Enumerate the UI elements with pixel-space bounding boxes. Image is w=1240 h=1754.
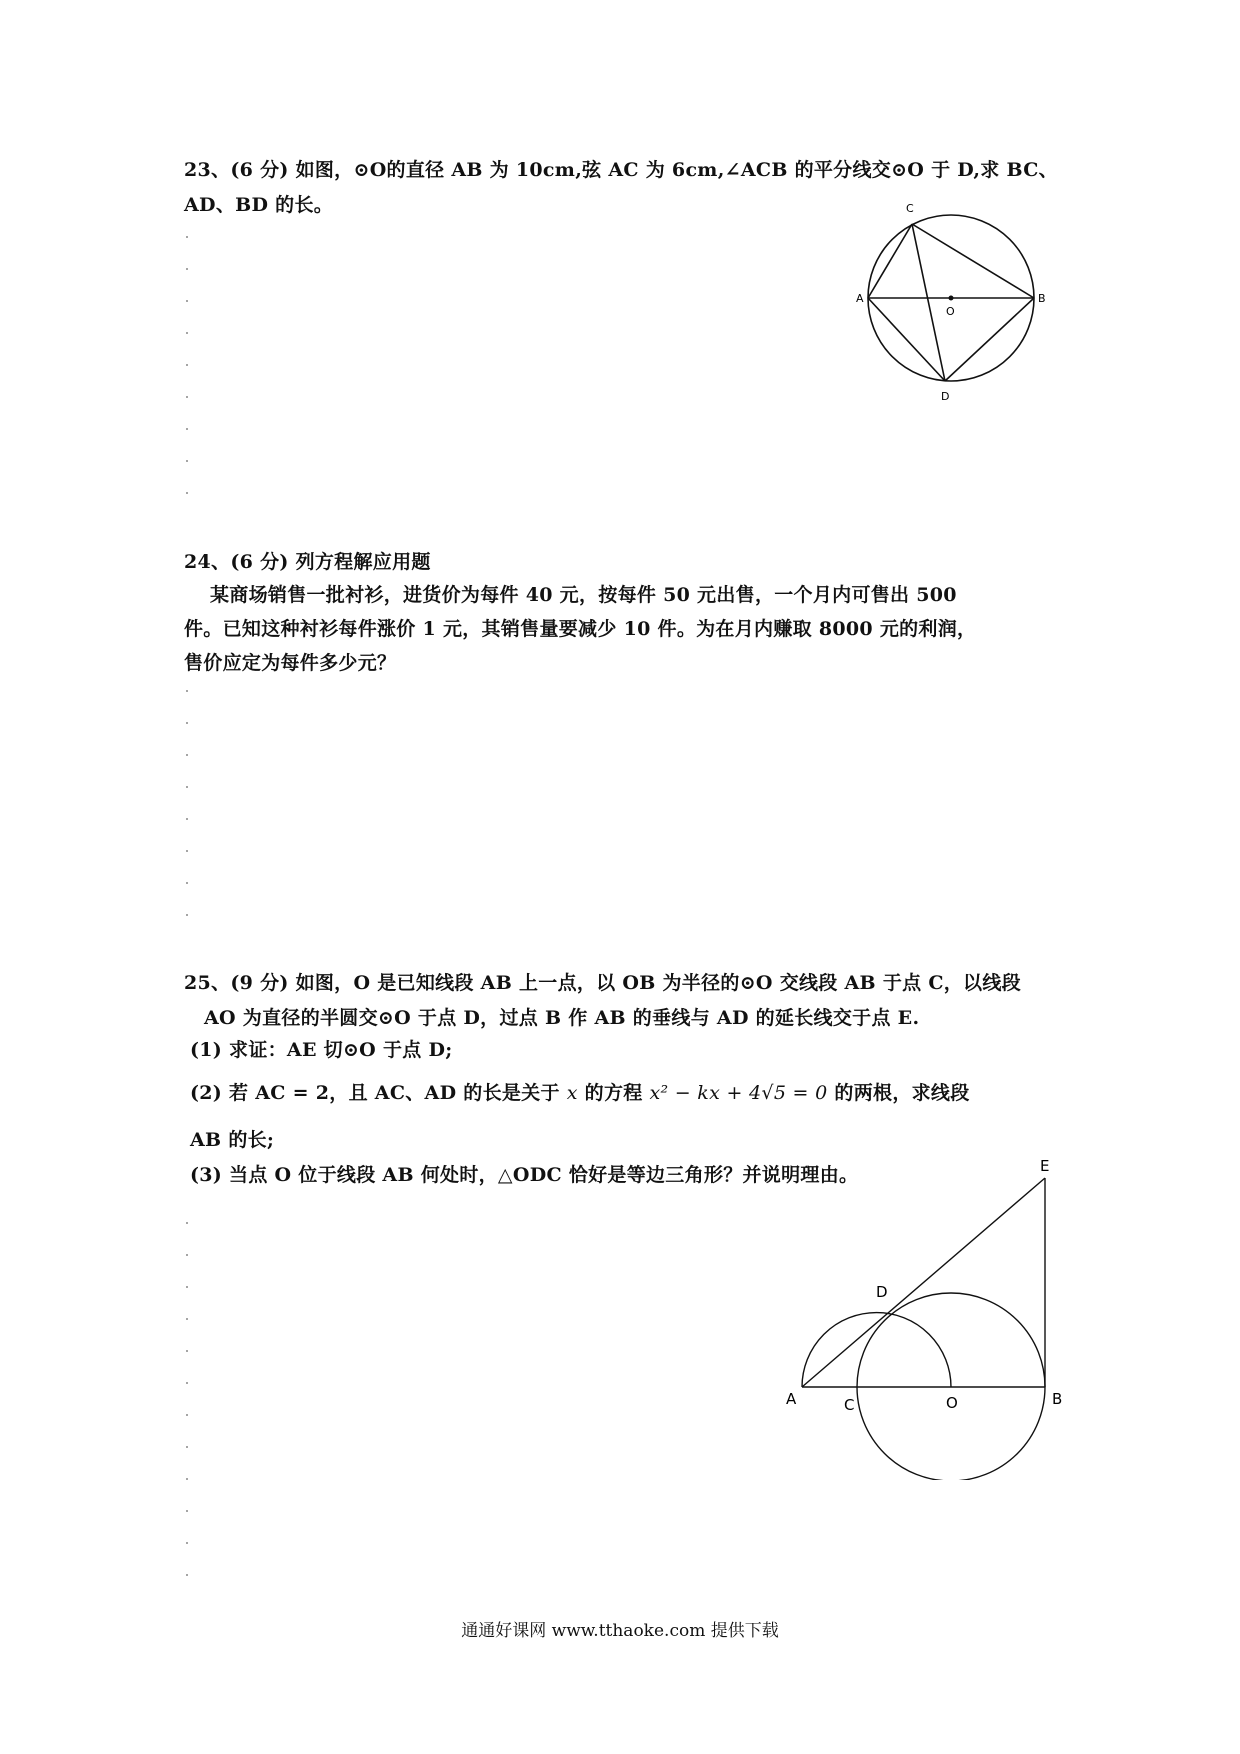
q25-part2-text-b: 的方程 — [584, 1082, 643, 1104]
q25-part2-line2: AB 的长; — [190, 1129, 275, 1151]
q25-figure — [780, 1150, 1100, 1480]
q25-text-line1: 25、(9 分) 如图，O 是已知线段 AB 上一点，以 OB 为半径的⊙O 交线段 AB 于点 C，以线段 — [184, 972, 1021, 994]
q25-label-b: B — [1052, 1390, 1063, 1408]
q25-part3: (3) 当点 O 位于线段 AB 何处时，△ODC 恰好是等边三角形？并说明理由。 — [190, 1164, 859, 1186]
q25-label-a: A — [786, 1390, 797, 1408]
q23-chord-ac — [868, 224, 912, 298]
q23-label-b: B — [1038, 292, 1046, 305]
q23-center-point — [949, 296, 954, 301]
q25-label-o: O — [946, 1394, 958, 1412]
q23-chord-bd — [945, 298, 1034, 381]
q23-text-line1: 23、(6 分) 如图，⊙O的直径 AB 为 10cm,弦 AC 为 6cm,∠ACB 的平分线交⊙O 于 D,求 BC、 — [184, 159, 1058, 181]
page-footer: 通通好课网 www.tthaoke.com 提供下载 — [461, 1621, 779, 1641]
q25-part2-text-a: (2) 若 AC = 2，且 AC、AD 的长是关于 — [190, 1082, 560, 1104]
q25-part2-variable: x — [566, 1082, 578, 1104]
q23-label-a: A — [856, 292, 864, 305]
q25-part1: (1) 求证：AE 切⊙O 于点 D; — [190, 1039, 453, 1061]
q25-segment-ae — [802, 1178, 1045, 1387]
q25-label-e: E — [1040, 1157, 1050, 1175]
q24-text-line2: 某商场销售一批衬衫，进货价为每件 40 元，按每件 50 元出售，一个月内可售出 500 — [210, 584, 957, 606]
q23-text-line2: AD、BD 的长。 — [184, 194, 334, 216]
q25-part2-text-c: 的两根，求线段 — [834, 1082, 970, 1104]
q23-figure — [840, 200, 1070, 410]
q25-label-d: D — [876, 1283, 888, 1301]
q23-label-d: D — [941, 390, 950, 403]
q25-text-line2: AO 为直径的半圆交⊙O 于点 D，过点 B 作 AB 的垂线与 AD 的延长线交于点 E. — [204, 1007, 920, 1029]
q24-text-line4: 售价应定为每件多少元？ — [184, 652, 397, 674]
q23-chord-cd — [912, 224, 945, 381]
q23-chord-cb — [912, 224, 1034, 298]
q25-label-c: C — [844, 1396, 855, 1414]
q25-part2-equation: x² − kx + 4√5 = 0 — [649, 1082, 828, 1104]
q23-label-o: O — [946, 305, 955, 318]
q24-text-line1: 24、(6 分) 列方程解应用题 — [184, 551, 431, 573]
q25-part2-line1 — [190, 1078, 970, 1105]
q23-label-c: C — [906, 202, 914, 215]
q24-text-line3: 件。已知这种衬衫每件涨价 1 元，其销售量要减少 10 件。为在月内赚取 8000 元的利润， — [184, 618, 977, 640]
